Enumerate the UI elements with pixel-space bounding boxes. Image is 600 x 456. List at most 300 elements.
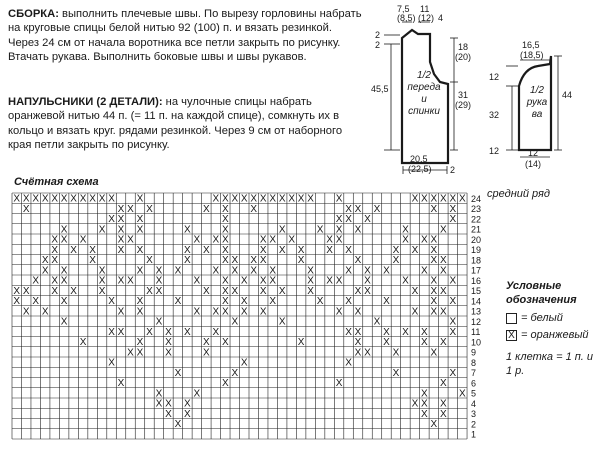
orange-stitch-cell: X xyxy=(22,306,30,318)
dim-sleeve-32: 32 xyxy=(489,110,500,120)
orange-stitch-cell: X xyxy=(70,244,77,256)
orange-stitch-cell: X xyxy=(421,337,428,349)
legend xyxy=(506,279,598,378)
orange-stitch-cell: X xyxy=(184,408,191,420)
orange-stitch-cell: X xyxy=(146,326,153,338)
orange-stitch-cell: X xyxy=(307,285,314,297)
orange-stitch-cell: X xyxy=(108,214,115,226)
orange-label: = оранжевый xyxy=(521,329,589,341)
dim-right-20: (20) xyxy=(455,52,472,62)
orange-stitch-cell: X xyxy=(108,296,115,308)
orange-stitch-cell: X xyxy=(449,296,457,308)
orange-stitch-cell: X xyxy=(117,275,125,287)
orange-stitch-cell: X xyxy=(136,214,144,226)
orange-stitch-cell: X xyxy=(221,306,229,318)
row-number: 21 xyxy=(471,224,482,235)
orange-stitch-cell: X xyxy=(307,193,314,205)
orange-stitch-cell: X xyxy=(440,265,447,277)
orange-stitch-cell: X xyxy=(269,296,277,308)
orange-stitch-cell: X xyxy=(203,347,210,359)
orange-stitch-cell: X xyxy=(307,265,314,277)
row-number: 5 xyxy=(471,388,477,399)
orange-stitch-cell: X xyxy=(345,244,352,256)
orange-stitch-cell: X xyxy=(354,224,362,236)
orange-stitch-cell: X xyxy=(127,234,134,246)
orange-stitch-cell: X xyxy=(354,347,362,359)
dim-top-7-5: 7,5 xyxy=(397,4,410,14)
orange-stitch-cell: X xyxy=(440,255,447,267)
orange-stitch-cell: X xyxy=(354,326,362,338)
orange-stitch-cell: X xyxy=(259,306,267,318)
orange-stitch-cell: X xyxy=(269,234,277,246)
orange-stitch-cell: X xyxy=(392,244,400,256)
orange-stitch-cell: X xyxy=(335,214,343,226)
dim-right-29: (29) xyxy=(455,100,472,110)
assembly-heading: СБОРКА: xyxy=(8,8,59,20)
orange-stitch-cell: X xyxy=(193,306,201,318)
dim-sleeve-bottom-12: 12 xyxy=(528,148,539,158)
orange-stitch-cell: X xyxy=(430,244,438,256)
orange-stitch-cell: X xyxy=(203,203,210,215)
orange-stitch-cell: X xyxy=(411,306,419,318)
orange-stitch-cell: X xyxy=(326,244,333,256)
orange-stitch-cell: X xyxy=(335,193,343,205)
orange-stitch-cell: X xyxy=(184,224,191,236)
orange-stitch-cell: X xyxy=(402,224,409,236)
orange-stitch-cell: X xyxy=(22,193,30,205)
orange-stitch-cell: X xyxy=(430,306,438,318)
orange-stitch-cell: X xyxy=(411,193,419,205)
orange-stitch-cell: X xyxy=(326,275,333,287)
chart-title: Счётная схема xyxy=(14,176,99,188)
dim-left-2a: 2 xyxy=(375,30,381,40)
orange-stitch-cell: X xyxy=(127,203,134,215)
orange-stitch-cell: X xyxy=(421,398,428,410)
body-label-3: и xyxy=(421,94,427,105)
row-number: 23 xyxy=(471,204,482,214)
orange-stitch-cell: X xyxy=(174,265,182,277)
orange-stitch-cell: X xyxy=(430,285,438,297)
orange-stitch-cell: X xyxy=(231,265,239,277)
orange-stitch-cell: X xyxy=(231,285,239,297)
orange-stitch-cell: X xyxy=(440,193,447,205)
body-label-1: 1/2 xyxy=(417,70,431,81)
orange-stitch-cell: X xyxy=(250,203,258,215)
orange-stitch-cell: X xyxy=(108,357,115,369)
orange-stitch-cell: X xyxy=(354,285,362,297)
orange-stitch-cell: X xyxy=(146,285,153,297)
orange-stitch-cell: X xyxy=(402,234,409,246)
orange-stitch-cell: X xyxy=(212,265,220,277)
row-number: 4 xyxy=(471,398,477,409)
orange-stitch-cell: X xyxy=(430,255,438,267)
orange-stitch-cell: X xyxy=(449,316,457,328)
orange-stitch-cell: X xyxy=(193,275,201,287)
orange-stitch-cell: X xyxy=(364,214,371,226)
orange-stitch-cell: X xyxy=(98,275,106,287)
row-number: 18 xyxy=(471,255,482,266)
orange-stitch-cell: X xyxy=(297,244,305,256)
orange-stitch-cell: X xyxy=(203,337,210,349)
orange-stitch-cell: X xyxy=(117,244,125,256)
orange-stitch-cell: X xyxy=(221,275,229,287)
orange-stitch-cell: X xyxy=(430,275,438,287)
orange-stitch-cell: X xyxy=(316,296,324,308)
orange-stitch-cell: X xyxy=(402,326,409,338)
row-number: 11 xyxy=(471,327,481,337)
orange-stitch-cell: X xyxy=(250,255,258,267)
orange-stitch-cell: X xyxy=(203,285,210,297)
row-number: 15 xyxy=(471,286,482,296)
orange-stitch-cell: X xyxy=(51,193,58,205)
orange-stitch-cell: X xyxy=(136,347,144,359)
orange-stitch-cell: X xyxy=(335,224,343,236)
orange-stitch-cell: X xyxy=(373,203,381,215)
orange-stitch-cell: X xyxy=(421,234,428,246)
sleeve-label-1: 1/2 xyxy=(530,85,544,96)
orange-stitch-cell: X xyxy=(335,275,343,287)
orange-stitch-cell: X xyxy=(440,306,447,318)
orange-stitch-cell: X xyxy=(221,234,229,246)
orange-stitch-cell: X xyxy=(41,255,49,267)
orange-stitch-cell: X xyxy=(13,193,21,205)
orange-stitch-cell: X xyxy=(184,255,191,267)
orange-stitch-cell: X xyxy=(221,337,229,349)
orange-stitch-cell: X xyxy=(231,193,239,205)
orange-stitch-cell: X xyxy=(335,306,343,318)
orange-stitch-cell: X xyxy=(354,203,362,215)
orange-stitch-cell: X xyxy=(146,203,153,215)
orange-stitch-cell: X xyxy=(430,193,438,205)
orange-stitch-cell: X xyxy=(345,296,352,308)
orange-stitch-cell: X xyxy=(240,193,248,205)
row-number: 3 xyxy=(471,409,477,419)
orange-stitch-cell: X xyxy=(297,193,305,205)
dim-bottom-2: 2 xyxy=(450,165,456,175)
orange-stitch-cell: X xyxy=(221,285,229,297)
orange-stitch-cell: X xyxy=(440,398,447,410)
dim-sleeve-bottom-14: (14) xyxy=(525,159,542,169)
orange-stitch-cell: X xyxy=(41,265,49,277)
dim-top-8-5: (8,5) xyxy=(397,13,416,23)
orange-stitch-cell: X xyxy=(60,234,68,246)
orange-stitch-cell: X xyxy=(117,378,125,390)
orange-stitch-cell: X xyxy=(70,285,77,297)
orange-stitch-cell: X xyxy=(345,203,352,215)
orange-stitch-cell: X xyxy=(203,244,210,256)
orange-stitch-cell: X xyxy=(117,326,125,338)
orange-stitch-cell: X xyxy=(335,378,343,390)
orange-stitch-cell: X xyxy=(136,244,144,256)
orange-swatch-icon: X xyxy=(506,330,517,341)
orange-stitch-cell: X xyxy=(60,275,68,287)
sleeve-label-3: ва xyxy=(531,109,543,120)
orange-stitch-cell: X xyxy=(22,203,30,215)
orange-stitch-cell: X xyxy=(184,398,191,410)
dim-sleeve-18-5: (18,5) xyxy=(520,50,544,60)
orange-stitch-cell: X xyxy=(127,347,134,359)
orange-stitch-cell: X xyxy=(165,326,172,338)
orange-stitch-cell: X xyxy=(402,275,409,287)
middle-row-label: средний ряд xyxy=(487,188,550,200)
orange-stitch-cell: X xyxy=(259,193,267,205)
sleeve-label-2: рука xyxy=(526,97,548,108)
orange-stitch-cell: X xyxy=(117,214,125,226)
orange-stitch-cell: X xyxy=(117,234,125,246)
orange-stitch-cell: X xyxy=(259,255,267,267)
dim-sleeve-44: 44 xyxy=(562,90,573,100)
orange-stitch-cell: X xyxy=(250,265,258,277)
orange-stitch-cell: X xyxy=(250,193,258,205)
cuffs-heading: НАПУЛЬСНИКИ (2 ДЕТАЛИ): xyxy=(8,96,163,108)
orange-stitch-cell: X xyxy=(79,193,87,205)
orange-stitch-cell: X xyxy=(32,193,40,205)
orange-stitch-cell: X xyxy=(411,285,419,297)
orange-stitch-cell: X xyxy=(297,255,305,267)
orange-stitch-cell: X xyxy=(193,388,201,400)
row-number: 16 xyxy=(471,275,482,286)
legend-title: Условные обозначения xyxy=(506,280,577,306)
orange-stitch-cell: X xyxy=(155,285,163,297)
row-number: 7 xyxy=(471,368,477,378)
assembly-text: выполнить плечевые швы. По вырезу горловины набрать на круговые спицы белой нитью 92 (100) п. и вязать резинкой. Через 24 см от начала воротника все петли закрыть по рисунку. Втачать рукава. Выполнить боковые швы и швы рукавов. xyxy=(8,8,362,64)
orange-stitch-cell: X xyxy=(430,234,438,246)
orange-stitch-cell: X xyxy=(421,326,428,338)
legend-orange xyxy=(506,328,598,342)
orange-stitch-cell: X xyxy=(155,316,163,328)
orange-stitch-cell: X xyxy=(193,234,201,246)
cuffs-text: на чулочные спицы набрать оранжевой нитью 44 п. (= 11 п. на каждой спице), сомкнуть их в кольцо и вязать круг. рядами резинкой. Через 9 см от наборного края петли закрыть по рисунку. xyxy=(8,96,343,152)
legend-white xyxy=(506,311,598,325)
orange-stitch-cell: X xyxy=(269,275,277,287)
orange-stitch-cell: X xyxy=(430,203,438,215)
dim-top-12: (12) xyxy=(418,13,435,23)
orange-stitch-cell: X xyxy=(136,337,144,349)
orange-stitch-cell: X xyxy=(212,193,220,205)
orange-stitch-cell: X xyxy=(440,337,447,349)
orange-stitch-cell: X xyxy=(288,234,295,246)
orange-stitch-cell: X xyxy=(221,255,229,267)
orange-stitch-cell: X xyxy=(146,255,153,267)
orange-stitch-cell: X xyxy=(278,316,286,328)
row-number: 9 xyxy=(471,347,477,358)
dim-left-45-5: 45,5 xyxy=(371,84,389,94)
orange-stitch-cell: X xyxy=(51,275,58,287)
orange-stitch-cell: X xyxy=(13,285,21,297)
orange-stitch-cell: X xyxy=(212,306,220,318)
row-number: 17 xyxy=(471,265,482,276)
orange-stitch-cell: X xyxy=(383,326,390,338)
orange-stitch-cell: X xyxy=(174,296,182,308)
orange-stitch-cell: X xyxy=(98,193,106,205)
orange-stitch-cell: X xyxy=(221,244,229,256)
row-number: 20 xyxy=(471,234,482,245)
orange-stitch-cell: X xyxy=(108,193,115,205)
orange-stitch-cell: X xyxy=(345,265,352,277)
orange-stitch-cell: X xyxy=(354,306,362,318)
orange-stitch-cell: X xyxy=(155,388,163,400)
orange-stitch-cell: X xyxy=(231,367,239,379)
orange-stitch-cell: X xyxy=(269,193,277,205)
orange-stitch-cell: X xyxy=(89,193,96,205)
orange-stitch-cell: X xyxy=(136,224,144,236)
orange-stitch-cell: X xyxy=(269,265,277,277)
orange-stitch-cell: X xyxy=(136,193,144,205)
orange-stitch-cell: X xyxy=(364,275,371,287)
row-number: 24 xyxy=(471,193,482,204)
orange-stitch-cell: X xyxy=(411,398,419,410)
orange-stitch-cell: X xyxy=(449,193,457,205)
orange-stitch-cell: X xyxy=(449,326,457,338)
orange-stitch-cell: X xyxy=(345,326,352,338)
dim-top-11: 11 xyxy=(420,4,430,14)
orange-stitch-cell: X xyxy=(60,193,68,205)
row-number: 12 xyxy=(471,316,482,327)
orange-stitch-cell: X xyxy=(117,224,125,236)
orange-stitch-cell: X xyxy=(392,255,400,267)
orange-stitch-cell: X xyxy=(421,388,428,400)
orange-stitch-cell: X xyxy=(345,214,352,226)
orange-stitch-cell: X xyxy=(212,326,220,338)
dim-right-18: 18 xyxy=(458,42,469,52)
orange-stitch-cell: X xyxy=(221,214,229,226)
orange-stitch-cell: X xyxy=(221,224,229,236)
orange-stitch-cell: X xyxy=(221,193,229,205)
row-number: 1 xyxy=(471,429,477,440)
orange-stitch-cell: X xyxy=(174,367,182,379)
orange-stitch-cell: X xyxy=(278,244,286,256)
orange-stitch-cell: X xyxy=(278,193,286,205)
orange-stitch-cell: X xyxy=(383,296,390,308)
orange-stitch-cell: X xyxy=(440,378,447,390)
orange-stitch-cell: X xyxy=(60,296,68,308)
row-number: 6 xyxy=(471,378,477,389)
orange-stitch-cell: X xyxy=(440,224,447,236)
orange-stitch-cell: X xyxy=(458,193,466,205)
orange-stitch-cell: X xyxy=(165,347,172,359)
orange-stitch-cell: X xyxy=(98,285,106,297)
orange-stitch-cell: X xyxy=(430,347,438,359)
dim-bottom-20-5: 20,5 xyxy=(410,154,428,164)
body-label-2: переда xyxy=(407,82,441,93)
orange-stitch-cell: X xyxy=(117,203,125,215)
orange-stitch-cell: X xyxy=(212,234,220,246)
orange-stitch-cell: X xyxy=(240,296,248,308)
orange-stitch-cell: X xyxy=(259,275,267,287)
orange-stitch-cell: X xyxy=(51,244,58,256)
orange-stitch-cell: X xyxy=(60,224,68,236)
orange-stitch-cell: X xyxy=(278,224,286,236)
orange-stitch-cell: X xyxy=(383,337,390,349)
orange-stitch-cell: X xyxy=(259,244,267,256)
orange-stitch-cell: X xyxy=(364,285,371,297)
orange-stitch-cell: X xyxy=(221,378,229,390)
dim-right-31: 31 xyxy=(458,90,469,100)
orange-stitch-cell: X xyxy=(136,296,144,308)
orange-stitch-cell: X xyxy=(231,255,239,267)
orange-stitch-cell: X xyxy=(259,234,267,246)
orange-stitch-cell: X xyxy=(13,296,21,308)
orange-stitch-cell: X xyxy=(421,265,428,277)
orange-stitch-cell: X xyxy=(51,255,58,267)
dim-sleeve-16-5: 16,5 xyxy=(522,40,540,50)
row-number: 10 xyxy=(471,337,482,348)
orange-stitch-cell: X xyxy=(165,337,172,349)
orange-stitch-cell: X xyxy=(392,367,400,379)
orange-stitch-cell: X xyxy=(165,408,172,420)
orange-stitch-cell: X xyxy=(70,193,77,205)
orange-stitch-cell: X xyxy=(297,337,305,349)
orange-stitch-cell: X xyxy=(89,255,96,267)
dim-sleeve-12b: 12 xyxy=(489,146,500,156)
orange-stitch-cell: X xyxy=(392,347,400,359)
orange-stitch-cell: X xyxy=(421,408,428,420)
orange-stitch-cell: X xyxy=(60,316,68,328)
orange-stitch-cell: X xyxy=(345,357,352,369)
row-number: 22 xyxy=(471,214,482,225)
orange-stitch-cell: X xyxy=(51,285,58,297)
orange-stitch-cell: X xyxy=(449,203,457,215)
orange-stitch-cell: X xyxy=(259,285,267,297)
orange-stitch-cell: X xyxy=(231,316,239,328)
orange-stitch-cell: X xyxy=(326,234,333,246)
orange-stitch-cell: X xyxy=(136,306,144,318)
orange-stitch-cell: X xyxy=(89,244,96,256)
orange-stitch-cell: X xyxy=(354,255,362,267)
orange-stitch-cell: X xyxy=(155,398,163,410)
orange-stitch-cell: X xyxy=(221,203,229,215)
orange-stitch-cell: X xyxy=(288,193,295,205)
orange-stitch-cell: X xyxy=(240,275,248,287)
orange-stitch-cell: X xyxy=(354,337,362,349)
orange-stitch-cell: X xyxy=(22,285,30,297)
orange-stitch-cell: X xyxy=(41,306,49,318)
orange-stitch-cell: X xyxy=(458,388,466,400)
orange-stitch-cell: X xyxy=(51,234,58,246)
white-swatch-icon xyxy=(506,313,517,324)
orange-stitch-cell: X xyxy=(136,265,144,277)
orange-stitch-cell: X xyxy=(32,296,40,308)
row-number: 19 xyxy=(471,245,482,255)
orange-stitch-cell: X xyxy=(316,224,324,236)
row-number: 13 xyxy=(471,306,482,317)
orange-stitch-cell: X xyxy=(127,275,134,287)
orange-stitch-cell: X xyxy=(174,419,182,431)
orange-stitch-cell: X xyxy=(79,234,87,246)
orange-stitch-cell: X xyxy=(32,275,40,287)
orange-stitch-cell: X xyxy=(117,306,125,318)
orange-stitch-cell: X xyxy=(108,326,115,338)
scale-note: 1 клетка = 1 п. и 1 р. xyxy=(506,351,594,377)
dim-top-4: 4 xyxy=(438,13,444,23)
orange-stitch-cell: X xyxy=(430,296,438,308)
orange-stitch-cell: X xyxy=(440,285,447,297)
orange-stitch-cell: X xyxy=(364,265,371,277)
orange-stitch-cell: X xyxy=(41,193,49,205)
orange-stitch-cell: X xyxy=(278,285,286,297)
orange-stitch-cell: X xyxy=(60,265,68,277)
orange-stitch-cell: X xyxy=(430,419,438,431)
orange-stitch-cell: X xyxy=(240,306,248,318)
row-number: 2 xyxy=(471,419,477,430)
orange-stitch-cell: X xyxy=(373,316,381,328)
orange-stitch-cell: X xyxy=(411,244,419,256)
dim-bottom-22-5: (22,5) xyxy=(408,164,432,174)
orange-stitch-cell: X xyxy=(79,337,87,349)
orange-stitch-cell: X xyxy=(364,347,371,359)
orange-stitch-cell: X xyxy=(184,326,191,338)
orange-stitch-cell: X xyxy=(98,224,106,236)
